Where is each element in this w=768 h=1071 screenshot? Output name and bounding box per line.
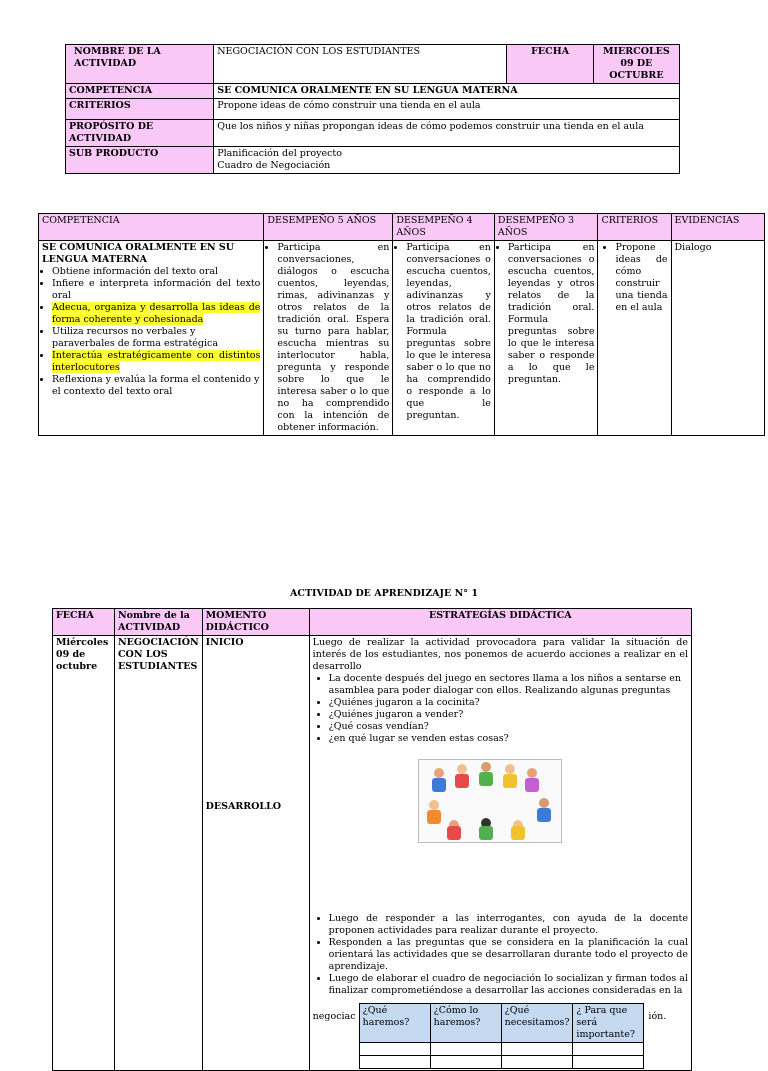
col-evidencias: EVIDENCIAS <box>671 214 764 241</box>
desarrollo-list <box>313 913 688 997</box>
col-estrategias: ESTRATEGÍAS DIDÁCTICA <box>309 609 691 636</box>
activity-name-value: NEGOCIACIÓN CON LOS ESTUDIANTES <box>214 45 507 84</box>
col-fecha: FECHA <box>53 609 115 636</box>
list-item: • Adecua, organiza y desarrolla las ideas de forma coherente y cohesionada <box>52 302 260 326</box>
col-criterios: CRITERIOS <box>598 214 671 241</box>
list-item: • Infiere e interpreta información del texto oral <box>52 278 260 302</box>
list-item: • ¿Quiénes jugaron a la cocinita? <box>329 697 688 709</box>
evidencia-cell: Dialogo <box>671 241 764 436</box>
activity-table <box>52 608 692 1071</box>
list-item: • ¿en qué lugar se venden estas cosas? <box>329 733 688 745</box>
neg-col-necesitamos: ¿Qué necesitamos? <box>501 1004 573 1043</box>
list-item: • Reflexiona y evalúa la forma el contenido y el contexto del texto oral <box>52 374 260 398</box>
subproducto-value: Planificación del proyecto Cuadro de Negociación <box>214 147 680 174</box>
competency-table <box>38 213 765 436</box>
desempeno-3-cell: • Participa en conversaciones o escucha cuentos, leyendas y otros relatos de la tradición oral. Formula preguntas sobre lo que le interesa saber o responde a lo que le preguntan. <box>494 241 598 436</box>
neg-col-como: ¿Cómo lo haremos? <box>430 1004 501 1043</box>
list-item: • ¿Qué cosas vendían? <box>329 721 688 733</box>
list-item: • Luego de elaborar el cuadro de negociación lo socializan y firman todos al finalizar comprometiéndose a desarrollar las acciones consideradas en la <box>329 973 688 997</box>
children-circle-image <box>418 759 562 843</box>
fecha-cell: Miércoles 09 de octubre <box>53 636 115 1071</box>
momento-cell <box>202 636 309 1071</box>
col-nombre: Nombre de la ACTIVIDAD <box>115 609 203 636</box>
negociacion-table <box>359 1003 645 1069</box>
date-label: FECHA <box>507 45 593 84</box>
col-desempeno-5: DESEMPEÑO 5 AÑOS <box>264 214 393 241</box>
list-item: • Interactúa estratégicamente con distintos interlocutores <box>52 350 260 374</box>
subproducto-label: SUB PRODUCTO <box>66 147 214 174</box>
competencia-cell: SE COMUNICA ORALMENTE EN SU LENGUA MATERNA • Obtiene información del texto oral • Infiere e interpreta información del texto oral • Adecua, organiza y desarrolla las ideas de forma coherente y cohesionada • Utiliza recursos no verbales y paraverbales de forma estratégica • Interactúa estratégicamente con distintos interlocutores • Reflexiona y evalúa la forma el contenido y el contexto del texto oral <box>39 241 264 436</box>
competencia-label: COMPETENCIA <box>66 84 214 99</box>
list-item: • Luego de responder a las interrogantes, con ayuda de la docente proponen actividades para realizar durante el proyecto. <box>329 913 688 937</box>
list-item: • La docente después del juego en sectores llama a los niños a sentarse en asamblea para poder dialogar con ellos. Realizando algunas preguntas <box>329 673 688 697</box>
intro-text: Luego de realizar la actividad provocadora para validar la situación de interés de los estudiantes, nos ponemos de acuerdo acciones a realizar en el desarrollo <box>312 637 688 672</box>
criterio-cell: • Propone ideas de cómo construir una tienda en el aula <box>598 241 671 436</box>
proposito-label: PROPÓSITO DE ACTIVIDAD <box>66 120 214 147</box>
criterios-value: Propone ideas de cómo construir una tienda en el aula <box>214 99 680 120</box>
criterios-label: CRITERIOS <box>66 99 214 120</box>
estrategias-cell <box>309 636 691 1071</box>
proposito-value: Que los niños y niñas propongan ideas de cómo podemos construir una tienda en el aula <box>214 120 680 147</box>
activity-title: ACTIVIDAD DE APRENDIZAJE N° 1 <box>290 588 478 599</box>
col-competencia: COMPETENCIA <box>39 214 264 241</box>
list-item: • ¿Quiénes jugaron a vender? <box>329 709 688 721</box>
col-momento: MOMENTO DIDÁCTICO <box>202 609 309 636</box>
capacidades-list <box>42 266 260 398</box>
inicio-list <box>313 673 688 745</box>
nombre-cell: NEGOCIACIÓN CON LOS ESTUDIANTES <box>115 636 203 1071</box>
momento-desarrollo: DESARROLLO <box>205 801 282 812</box>
col-desempeno-3: DESEMPEÑO 3 AÑOS <box>494 214 598 241</box>
neg-col-que: ¿Qué haremos? <box>359 1004 430 1043</box>
col-desempeno-4: DESEMPEÑO 4 AÑOS <box>393 214 495 241</box>
header-table <box>65 44 680 174</box>
date-value: MIERCOLES 09 DE OCTUBRE <box>593 45 679 84</box>
desempeno-5-cell: • Participa en conversaciones, diálogos o escucha cuentos, leyendas, rimas, adivinanzas y otros relatos de la tradición oral. Espera su turno para hablar, escucha mientras su interlocutor habla, pregunta y responde sobre lo que le interesa saber o lo que no ha comprendido con la intención de obtener información. <box>264 241 393 436</box>
competencia-value: SE COMUNICA ORALMENTE EN SU LENGUA MATERNA <box>214 84 680 99</box>
list-item: • Utiliza recursos no verbales y paraverbales de forma estratégica <box>52 326 260 350</box>
activity-name-label: NOMBRE DE LA ACTIVIDAD <box>66 45 214 84</box>
list-item: • Responden a las preguntas que se considera en la planificación la cual orientará las actividades que se desarrollaran durante todo el proyecto de aprendizaje. <box>329 937 688 973</box>
neg-col-importante: ¿ Para que será importante? <box>573 1004 644 1043</box>
negociacion-row: negociac ¿Qué haremos? ¿Cómo lo haremos? ¿Qué necesitamos? ¿ Para que será importante? ión. <box>313 1003 688 1069</box>
desempeno-4-cell: • Participa en conversaciones o escucha cuentos, leyendas, adivinanzas y otros relatos de la tradición oral. Formula preguntas sobre lo que le interesa saber o lo que no ha comprendido o responde a lo que le preguntan. <box>393 241 495 436</box>
momento-inicio: INICIO <box>205 637 244 648</box>
list-item: • Obtiene información del texto oral <box>52 266 260 278</box>
